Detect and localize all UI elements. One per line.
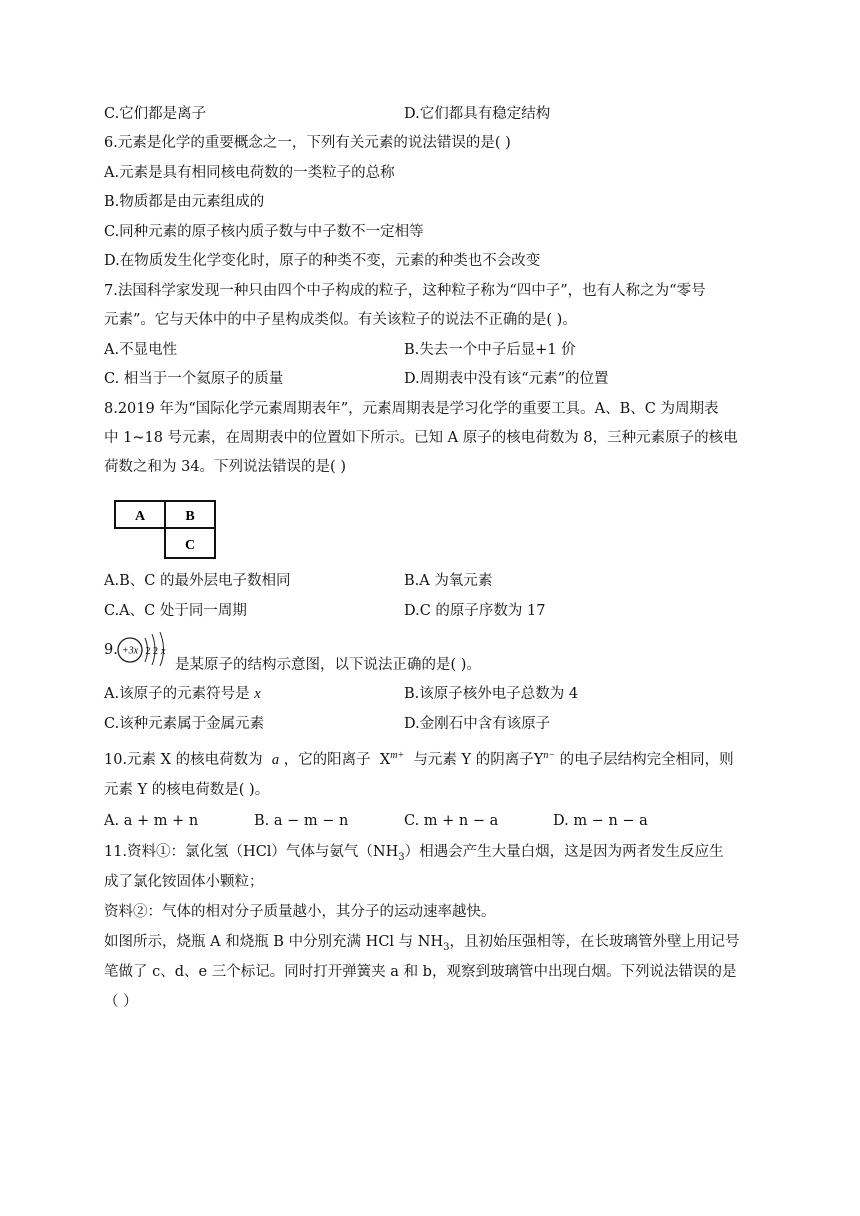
cell-c-label: C bbox=[184, 538, 196, 553]
q7-stem-line-1: 7.法国科学家发现一种只由四个中子构成的粒子，这种粒子称为“四中子”，也有人称之为“零号 bbox=[104, 283, 706, 299]
q10-option-c: C. m + n − a bbox=[404, 813, 499, 829]
q7-option-c: C. 相当于一个氦原子的质量 bbox=[104, 371, 284, 387]
q7-option-d: D.周期表中没有该“元素”的位置 bbox=[404, 371, 609, 387]
q8-stem-line-2: 中 1~18 号元素，在周期表中的位置如下所示。已知 A 原子的核电荷数为 8，三种元素原子的核电 bbox=[104, 430, 738, 446]
cell-b-label: B bbox=[185, 509, 195, 524]
q9-option-b: B.该原子核外电子总数为 4 bbox=[404, 686, 579, 702]
q10-option-a: A. a + m + n bbox=[104, 813, 199, 829]
q6-option-b: B.物质都是由元素组成的 bbox=[104, 194, 265, 210]
q8-stem-line-1: 8.2019 年为“国际化学元素周期表年”，元素周期表是学习化学的重要工具。A、B、C 为周期表 bbox=[104, 401, 719, 417]
q9-option-a: A.该原子的元素符号是 x bbox=[104, 686, 261, 702]
q7-option-b: B.失去一个中子后显+1 价 bbox=[404, 342, 576, 358]
periodic-table-fragment bbox=[114, 500, 218, 564]
q9-option-c: C.该种元素属于金属元素 bbox=[104, 716, 265, 732]
q6-option-c: C.同种元素的原子核内质子数与中子数不一定相等 bbox=[104, 224, 424, 240]
q9-option-d: D.金刚石中含有该原子 bbox=[404, 716, 551, 732]
q6-option-a: A.元素是具有相同核电荷数的一类粒子的总称 bbox=[104, 165, 395, 181]
shell-1-electrons: 2 bbox=[145, 646, 151, 657]
q5-option-d: D.它们都具有稳定结构 bbox=[404, 106, 551, 122]
q8-option-b: B.A 为氧元素 bbox=[404, 573, 493, 589]
q8-option-c: C.A、C 处于同一周期 bbox=[104, 603, 247, 619]
q8-stem-line-3: 荷数之和为 34。下列说法错误的是( ) bbox=[104, 459, 346, 475]
q11-line-3: 资料②：气体的相对分子质量越小，其分子的运动速率越快。 bbox=[104, 904, 496, 920]
q7-stem-line-2: 元素”。它与天体中的中子星构成类似。有关该粒子的说法不正确的是( )。 bbox=[104, 312, 577, 328]
q9-number: 9. bbox=[104, 642, 118, 658]
q7-option-a: A.不显电性 bbox=[104, 342, 178, 358]
q9-stem: 是某原子的结构示意图，以下说法正确的是( )。 bbox=[175, 657, 481, 673]
nucleus-charge: +3x bbox=[121, 645, 139, 657]
q10-stem-line-2: 元素 Y 的核电荷数是( )。 bbox=[104, 782, 270, 798]
q11-line-1: 11.资料①：氯化氢（HCl）气体与氨气$(NH_3)$相遇会产生大量白烟，这是因为两者发生反应生 bbox=[104, 844, 724, 863]
q11-line-2: 成了氯化铵固体小颗粒； bbox=[104, 874, 264, 890]
shell-2-electrons: 2 bbox=[153, 646, 158, 657]
q11-line-5: 笔做了 c、d、e 三个标记。同时打开弹簧夹 a 和 b，观察到玻璃管中出现白烟。下列说法错误的是 bbox=[104, 964, 737, 980]
q11-line-4: 如图所示，烧瓶 A 和烧瓶 B 中分别充满 HCl 与 $NH_3$，且初始压强相等，在长玻璃管外壁上用记号 bbox=[104, 934, 740, 953]
q8-option-a: A.B、C 的最外层电子数相同 bbox=[104, 573, 291, 589]
q10-stem-line-1: 10.元素 X 的核电荷数为 a ，它的阳离子 $X^{m+}$ 与元素 Y 的阴离子$Y^{n-}$ 的电子层结构完全相同，则 bbox=[104, 750, 734, 768]
q6-option-d: D.在物质发生化学变化时，原子的种类不变，元素的种类也不会改变 bbox=[104, 253, 541, 269]
q8-option-d: D.C 的原子序数为 17 bbox=[404, 603, 546, 619]
atom-structure-diagram bbox=[114, 630, 176, 666]
q11-line-6: （ ） bbox=[104, 994, 138, 1010]
shell-3-electrons: x bbox=[161, 646, 166, 657]
q10-option-b: B. a − m − n bbox=[254, 813, 349, 829]
q5-option-c: C.它们都是离子 bbox=[104, 106, 207, 122]
q6-stem: 6.元素是化学的重要概念之一，下列有关元素的说法错误的是( ) bbox=[104, 135, 511, 151]
q10-option-d: D. m − n − a bbox=[553, 813, 648, 829]
cell-a-label: A bbox=[134, 509, 146, 524]
